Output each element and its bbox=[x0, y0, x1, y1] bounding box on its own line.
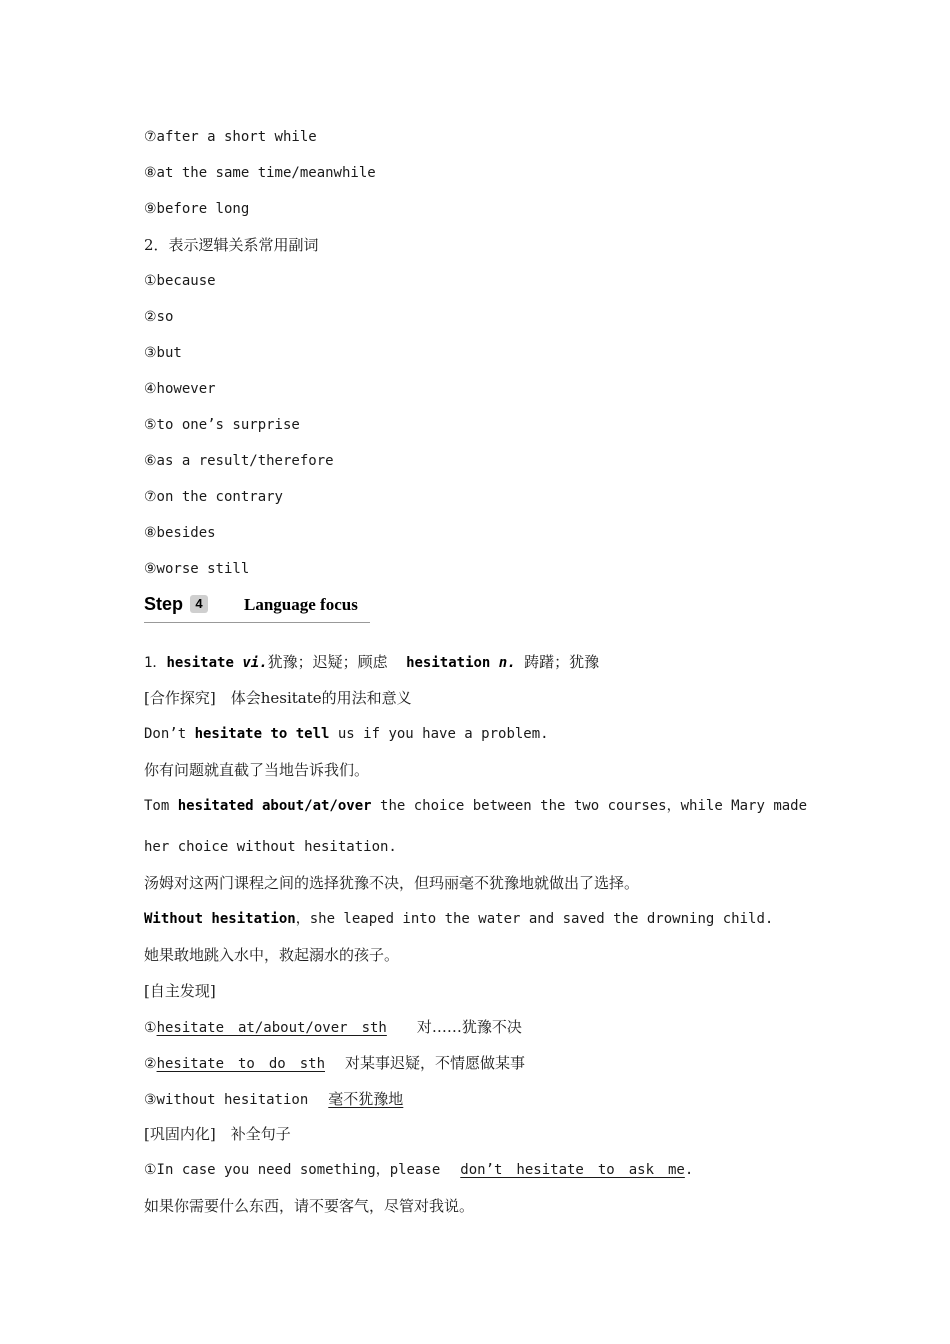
list-item: ⑦after a short while bbox=[144, 129, 317, 145]
example-keyphrase: hesitated about/at/over bbox=[177, 798, 372, 814]
example-text: us if you have a problem. bbox=[329, 726, 549, 742]
example-keyphrase: hesitate to tell bbox=[194, 726, 330, 742]
vocab-noun-meaning: 踌躇；犹豫 bbox=[524, 653, 600, 671]
vocab-pos: vi. bbox=[242, 655, 268, 671]
vocab-number: 1． bbox=[144, 655, 167, 671]
list-item: ⑧besides bbox=[144, 525, 216, 541]
vocab-meaning: 犹豫；迟疑；顾虑 bbox=[267, 653, 388, 671]
list-item: ①because bbox=[144, 273, 216, 289]
step-heading bbox=[144, 594, 370, 623]
step-title: Language focus bbox=[244, 595, 358, 614]
item-phrase: ③without hesitation bbox=[144, 1092, 309, 1108]
example-translation: 她果敢地跳入水中，救起溺水的孩子。 bbox=[144, 946, 400, 964]
list-item: ④however bbox=[144, 381, 216, 397]
list-item: ⑨worse still bbox=[144, 561, 250, 577]
item-number: ① bbox=[144, 1020, 157, 1036]
vocab-noun: hesitation bbox=[406, 655, 491, 671]
example-sentence bbox=[144, 909, 773, 929]
fill-answer: hesitate to do sth bbox=[156, 1056, 325, 1072]
discover-item bbox=[144, 1017, 522, 1038]
exercise-item bbox=[144, 1160, 693, 1180]
section-heading: 2．表示逻辑关系常用副词 bbox=[144, 236, 319, 254]
exercise-translation: 如果你需要什么东西，请不要客气，尽管对我说。 bbox=[144, 1197, 475, 1215]
example-text: ，she leaped into the water and saved the drowning child. bbox=[295, 911, 774, 927]
example-text: Don’t bbox=[144, 726, 195, 742]
list-item: ⑧at the same time/meanwhile bbox=[144, 165, 376, 181]
item-meaning: 对某事迟疑，不情愿做某事 bbox=[345, 1054, 526, 1072]
example-sentence-cont: her choice without hesitation. bbox=[144, 839, 397, 855]
example-keyphrase: Without hesitation bbox=[144, 911, 296, 927]
example-text: the choice between the two courses，while Mary made bbox=[371, 798, 808, 814]
discover-item bbox=[144, 1053, 525, 1074]
fill-answer: 毫不犹豫地 bbox=[328, 1090, 404, 1108]
list-item: ⑤to one’s surprise bbox=[144, 417, 300, 433]
consolidate-label: [巩固内化] 补全句子 bbox=[144, 1125, 291, 1143]
step-number-badge: 4 bbox=[190, 595, 208, 613]
fill-answer: don’t hesitate to ask me bbox=[460, 1162, 685, 1178]
list-item: ⑥as a result/therefore bbox=[144, 453, 334, 469]
cooperate-label: [合作探究] 体会hesitate的用法和意义 bbox=[144, 689, 412, 707]
list-item: ⑨before long bbox=[144, 201, 250, 217]
example-sentence bbox=[144, 796, 807, 816]
fill-answer: hesitate at/about/over sth bbox=[156, 1020, 387, 1036]
step-label: Step bbox=[144, 594, 184, 614]
item-meaning: 对……犹豫不决 bbox=[416, 1018, 522, 1036]
example-text: Tom bbox=[144, 798, 178, 814]
exercise-text: . bbox=[684, 1162, 694, 1178]
vocab-word: hesitate bbox=[166, 655, 234, 671]
item-number: ② bbox=[144, 1056, 157, 1072]
example-translation: 汤姆对这两门课程之间的选择犹豫不决，但玛丽毫不犹豫地就做出了选择。 bbox=[144, 874, 640, 892]
example-translation: 你有问题就直截了当地告诉我们。 bbox=[144, 761, 370, 779]
list-item: ②so bbox=[144, 309, 174, 325]
list-item: ③but bbox=[144, 345, 182, 361]
vocab-entry bbox=[144, 652, 599, 673]
discover-label: [自主发现] bbox=[144, 982, 216, 1000]
discover-item bbox=[144, 1089, 403, 1110]
vocab-noun-pos: n. bbox=[498, 655, 516, 671]
list-item: ⑦on the contrary bbox=[144, 489, 283, 505]
example-sentence bbox=[144, 724, 549, 744]
exercise-text: ①In case you need something，please bbox=[144, 1162, 441, 1178]
